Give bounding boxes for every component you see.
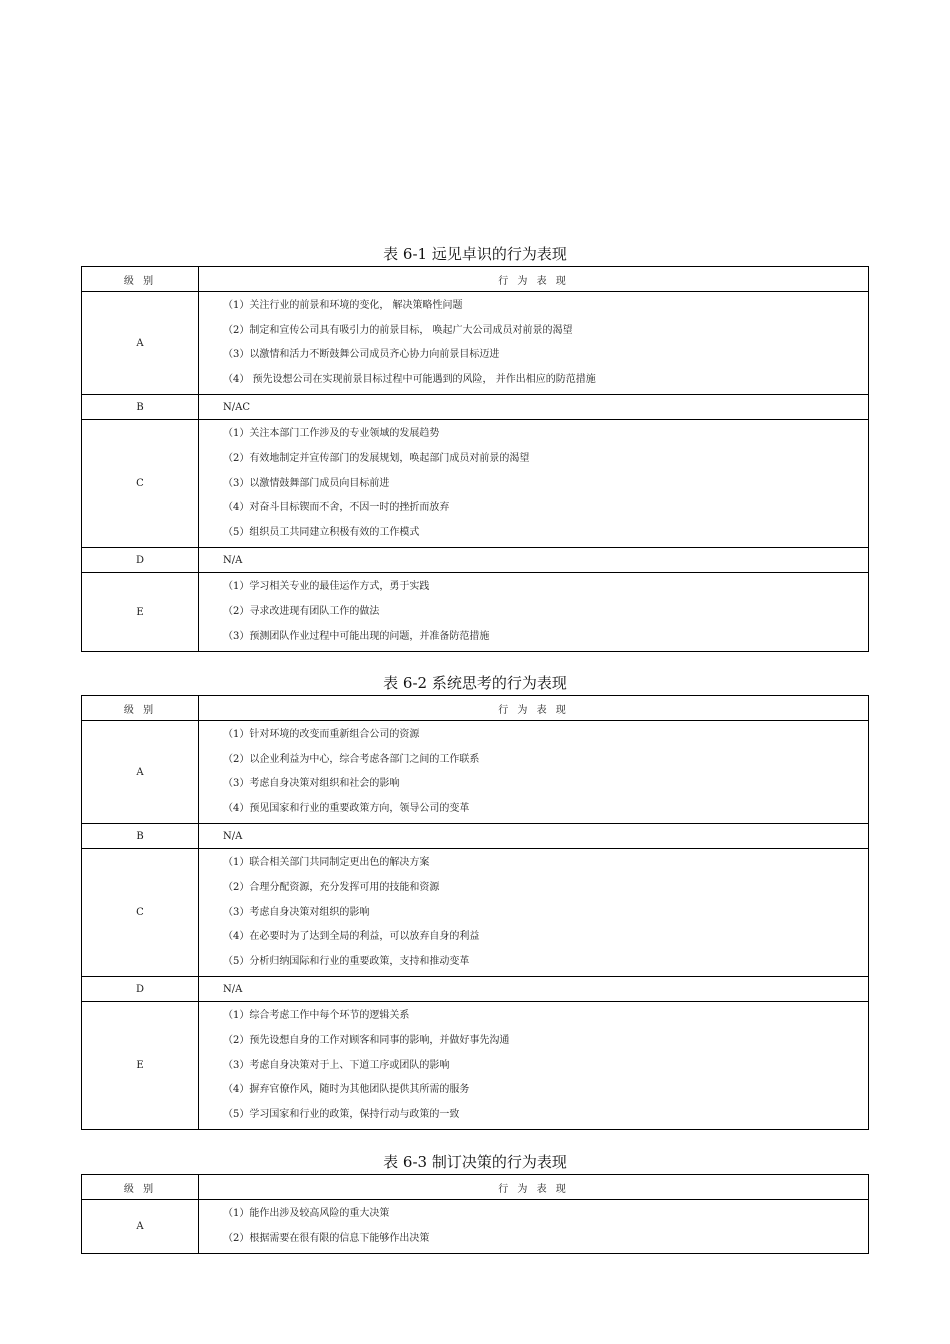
behavior-item: （2）合理分配资源，充分发挥可用的技能和资源 <box>223 881 440 893</box>
na-cell: N/A <box>199 548 869 573</box>
level-cell: C <box>82 420 199 548</box>
behavior-table-grid <box>81 266 869 652</box>
behavior-cell <box>199 420 869 548</box>
behavior-item: （1）综合考虑工作中每个环节的逻辑关系 <box>223 1010 410 1022</box>
header-behavior: 行 为 表 现 <box>199 267 869 292</box>
behavior-item: （3）考虑自身决策对组织的影响 <box>223 906 370 918</box>
table-row <box>82 395 869 420</box>
behavior-item: （2）有效地制定并宣传部门的发展规划，唤起部门成员对前景的渴望 <box>223 452 530 464</box>
behavior-item: （1）关注本部门工作涉及的专业领域的发展趋势 <box>223 428 440 440</box>
header-level: 级 别 <box>82 267 199 292</box>
table-header-row <box>82 1175 869 1200</box>
na-cell: N/A <box>199 824 869 849</box>
behavior-item: （4）对奋斗目标锲而不舍，不因一时的挫折而放弃 <box>223 502 450 514</box>
table-row <box>82 573 869 652</box>
behavior-table-2 <box>81 671 869 1130</box>
behavior-item: （2）预先设想自身的工作对顾客和同事的影响，并做好事先沟通 <box>223 1034 510 1046</box>
behavior-table-grid <box>81 1174 869 1254</box>
na-cell: N/AC <box>199 395 869 420</box>
behavior-item: （4）预见国家和行业的重要政策方向，领导公司的变革 <box>223 802 470 814</box>
behavior-cell <box>199 573 869 652</box>
table-caption: 表 6-1 远见卓识的行为表现 <box>383 245 567 263</box>
behavior-table-3 <box>81 1150 869 1254</box>
level-cell: E <box>82 573 199 652</box>
header-behavior: 行 为 表 现 <box>199 1175 869 1200</box>
table-caption: 表 6-3 制订决策的行为表现 <box>383 1153 567 1171</box>
behavior-item: （1）针对环境的改变而重新组合公司的资源 <box>223 729 420 740</box>
na-cell: N/A <box>199 977 869 1002</box>
header-behavior: 行 为 表 现 <box>199 696 869 721</box>
behavior-cell <box>199 1002 869 1130</box>
behavior-cell <box>199 292 869 395</box>
behavior-item: （2）寻求改进现有团队工作的做法 <box>223 605 380 617</box>
header-level: 级 别 <box>82 1175 199 1200</box>
behavior-item: （3）以激情和活力不断鼓舞公司成员齐心协力向前景目标迈进 <box>223 349 500 361</box>
behavior-item: （3）考虑自身决策对组织和社会的影响 <box>223 778 400 790</box>
behavior-item: （3）以激情鼓舞部门成员向目标前进 <box>223 477 390 489</box>
behavior-item: （4）摒弃官僚作风，随时为其他团队提供其所需的服务 <box>223 1084 470 1096</box>
level-cell: D <box>82 977 199 1002</box>
behavior-table-grid <box>81 695 869 1130</box>
behavior-item: （5）组织员工共同建立积极有效的工作模式 <box>223 526 420 538</box>
level-cell: A <box>82 1200 199 1254</box>
behavior-table-1 <box>81 242 869 652</box>
table-row <box>82 420 869 548</box>
table-row <box>82 849 869 977</box>
level-cell: A <box>82 292 199 395</box>
behavior-item: （1）能作出涉及较高风险的重大决策 <box>223 1208 390 1219</box>
level-cell: B <box>82 824 199 849</box>
table-caption: 表 6-2 系统思考的行为表现 <box>383 674 567 692</box>
behavior-item: （4）在必要时为了达到全局的利益，可以放弃自身的利益 <box>223 931 480 943</box>
table-row <box>82 977 869 1002</box>
behavior-item: （3）考虑自身决策对于上、下道工序或团队的影响 <box>223 1059 450 1071</box>
table-row <box>82 1002 869 1130</box>
table-header-row <box>82 696 869 721</box>
level-cell: A <box>82 721 199 824</box>
behavior-item: （4） 预先设想公司在实现前景目标过程中可能遇到的风险， 并作出相应的防范措施 <box>223 373 596 385</box>
table-row <box>82 292 869 395</box>
table-header-row <box>82 267 869 292</box>
behavior-cell <box>199 1200 869 1254</box>
header-level: 级 别 <box>82 696 199 721</box>
table-row <box>82 721 869 824</box>
level-cell: E <box>82 1002 199 1130</box>
behavior-cell <box>199 721 869 824</box>
table-row <box>82 548 869 573</box>
behavior-item: （2）根据需要在很有限的信息下能够作出决策 <box>223 1232 430 1244</box>
behavior-item: （1）学习相关专业的最佳运作方式，勇于实践 <box>223 581 430 593</box>
behavior-item: （3）预测团队作业过程中可能出现的问题，并准备防范措施 <box>223 630 490 642</box>
behavior-item: （1）关注行业的前景和环境的变化， 解决策略性问题 <box>223 300 463 311</box>
behavior-item: （1）联合相关部门共同制定更出色的解决方案 <box>223 857 430 869</box>
level-cell: B <box>82 395 199 420</box>
table-row <box>82 1200 869 1254</box>
level-cell: D <box>82 548 199 573</box>
behavior-item: （5）学习国家和行业的政策，保持行动与政策的一致 <box>223 1108 460 1120</box>
behavior-item: （2）以企业利益为中心，综合考虑各部门之间的工作联系 <box>223 753 480 765</box>
level-cell: C <box>82 849 199 977</box>
table-row <box>82 824 869 849</box>
behavior-item: （2）制定和宣传公司具有吸引力的前景目标， 唤起广大公司成员对前景的渴望 <box>223 324 573 336</box>
behavior-cell <box>199 849 869 977</box>
behavior-item: （5）分析归纳国际和行业的重要政策，支持和推动变革 <box>223 955 470 967</box>
